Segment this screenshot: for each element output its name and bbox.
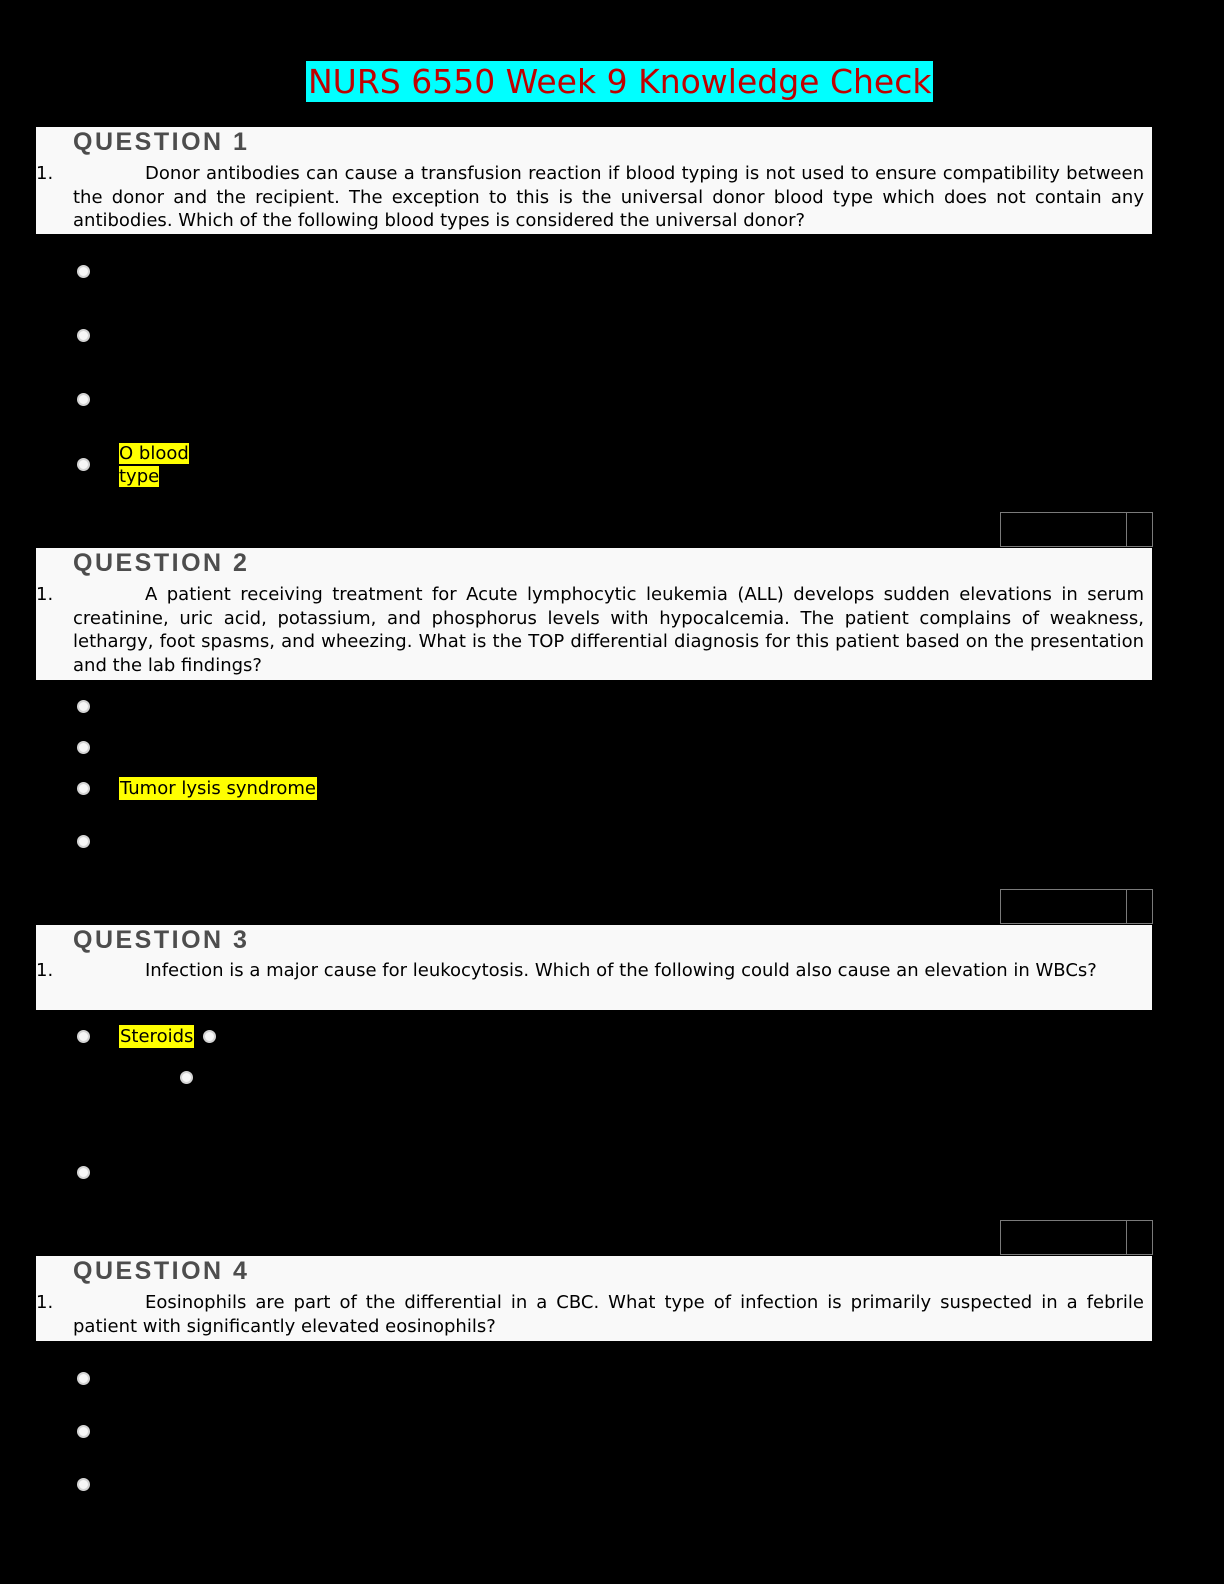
points-box-end [1126,889,1153,924]
q4-option-2-radio[interactable] [77,1425,90,1438]
question-2-block [36,548,1152,680]
question-4-heading: QUESTION 4 [73,1257,250,1285]
q2-option-2-radio[interactable] [77,741,90,754]
question-1-heading: QUESTION 1 [73,128,250,156]
q2-option-1-radio[interactable] [77,700,90,713]
question-3-number: 1. [36,960,54,981]
question-2-text: A patient receiving treatment for Acute lymphocytic leukemia (ALL) develops sudden elevations in serum creatinine, uric acid, potassium, and phosphorus levels with hypocalcemia. The patient complains of weakness, lethargy, foot spasms, and wheezing. What is the TOP differential diagnosis for this patient based on the presentation and the lab findings? [73,584,1144,676]
points-box [1000,889,1127,924]
q3-option-4-radio[interactable] [77,1166,90,1179]
points-box-end [1126,1220,1153,1255]
question-2-heading: QUESTION 2 [73,549,250,577]
q1-option-4-radio[interactable] [77,458,90,471]
points-box [1000,512,1127,547]
question-2-number: 1. [36,584,54,605]
q3-option-2-radio[interactable] [203,1030,216,1043]
points-box [1000,1220,1127,1255]
question-3-heading: QUESTION 3 [73,926,250,954]
q3-option-1-radio[interactable] [77,1030,90,1043]
question-4-block [36,1256,1152,1341]
q1-highlighted-answer [119,442,197,488]
question-1-number: 1. [36,163,54,184]
question-1-block [36,127,1152,234]
question-3-block [36,925,1152,1010]
q3-highlighted-answer: Steroids [120,1026,194,1047]
question-4-number: 1. [36,1292,54,1313]
question-3-text: Infection is a major cause for leukocytosis. Which of the following could also cause an elevation in WBCs? [145,960,1097,981]
q1-option-2-radio[interactable] [77,329,90,342]
question-1-text: Donor antibodies can cause a transfusion reaction if blood typing is not used to ensure compatibility between the donor and the recipient. The exception to this is the universal donor blood type which does not contain any antibodies. Which of the following blood types is considered the universal donor? [73,163,1144,231]
q2-highlighted-answer: Tumor lysis syndrome [120,778,316,799]
q2-option-3-radio[interactable] [77,782,90,795]
q1-option-3-radio[interactable] [77,393,90,406]
q3-option-3-radio[interactable] [180,1071,193,1084]
q4-option-1-radio[interactable] [77,1372,90,1385]
points-box-end [1126,512,1153,547]
q1-option-1-radio[interactable] [77,265,90,278]
question-4-text: Eosinophils are part of the differential in a CBC. What type of infection is primarily suspected in a febrile patient with significantly elevated eosinophils? [73,1292,1144,1337]
q4-option-3-radio[interactable] [77,1478,90,1491]
q1-answer-text: O blood type [119,443,189,487]
page-title: NURS 6550 Week 9 Knowledge Check [308,62,932,101]
q2-option-4-radio[interactable] [77,835,90,848]
